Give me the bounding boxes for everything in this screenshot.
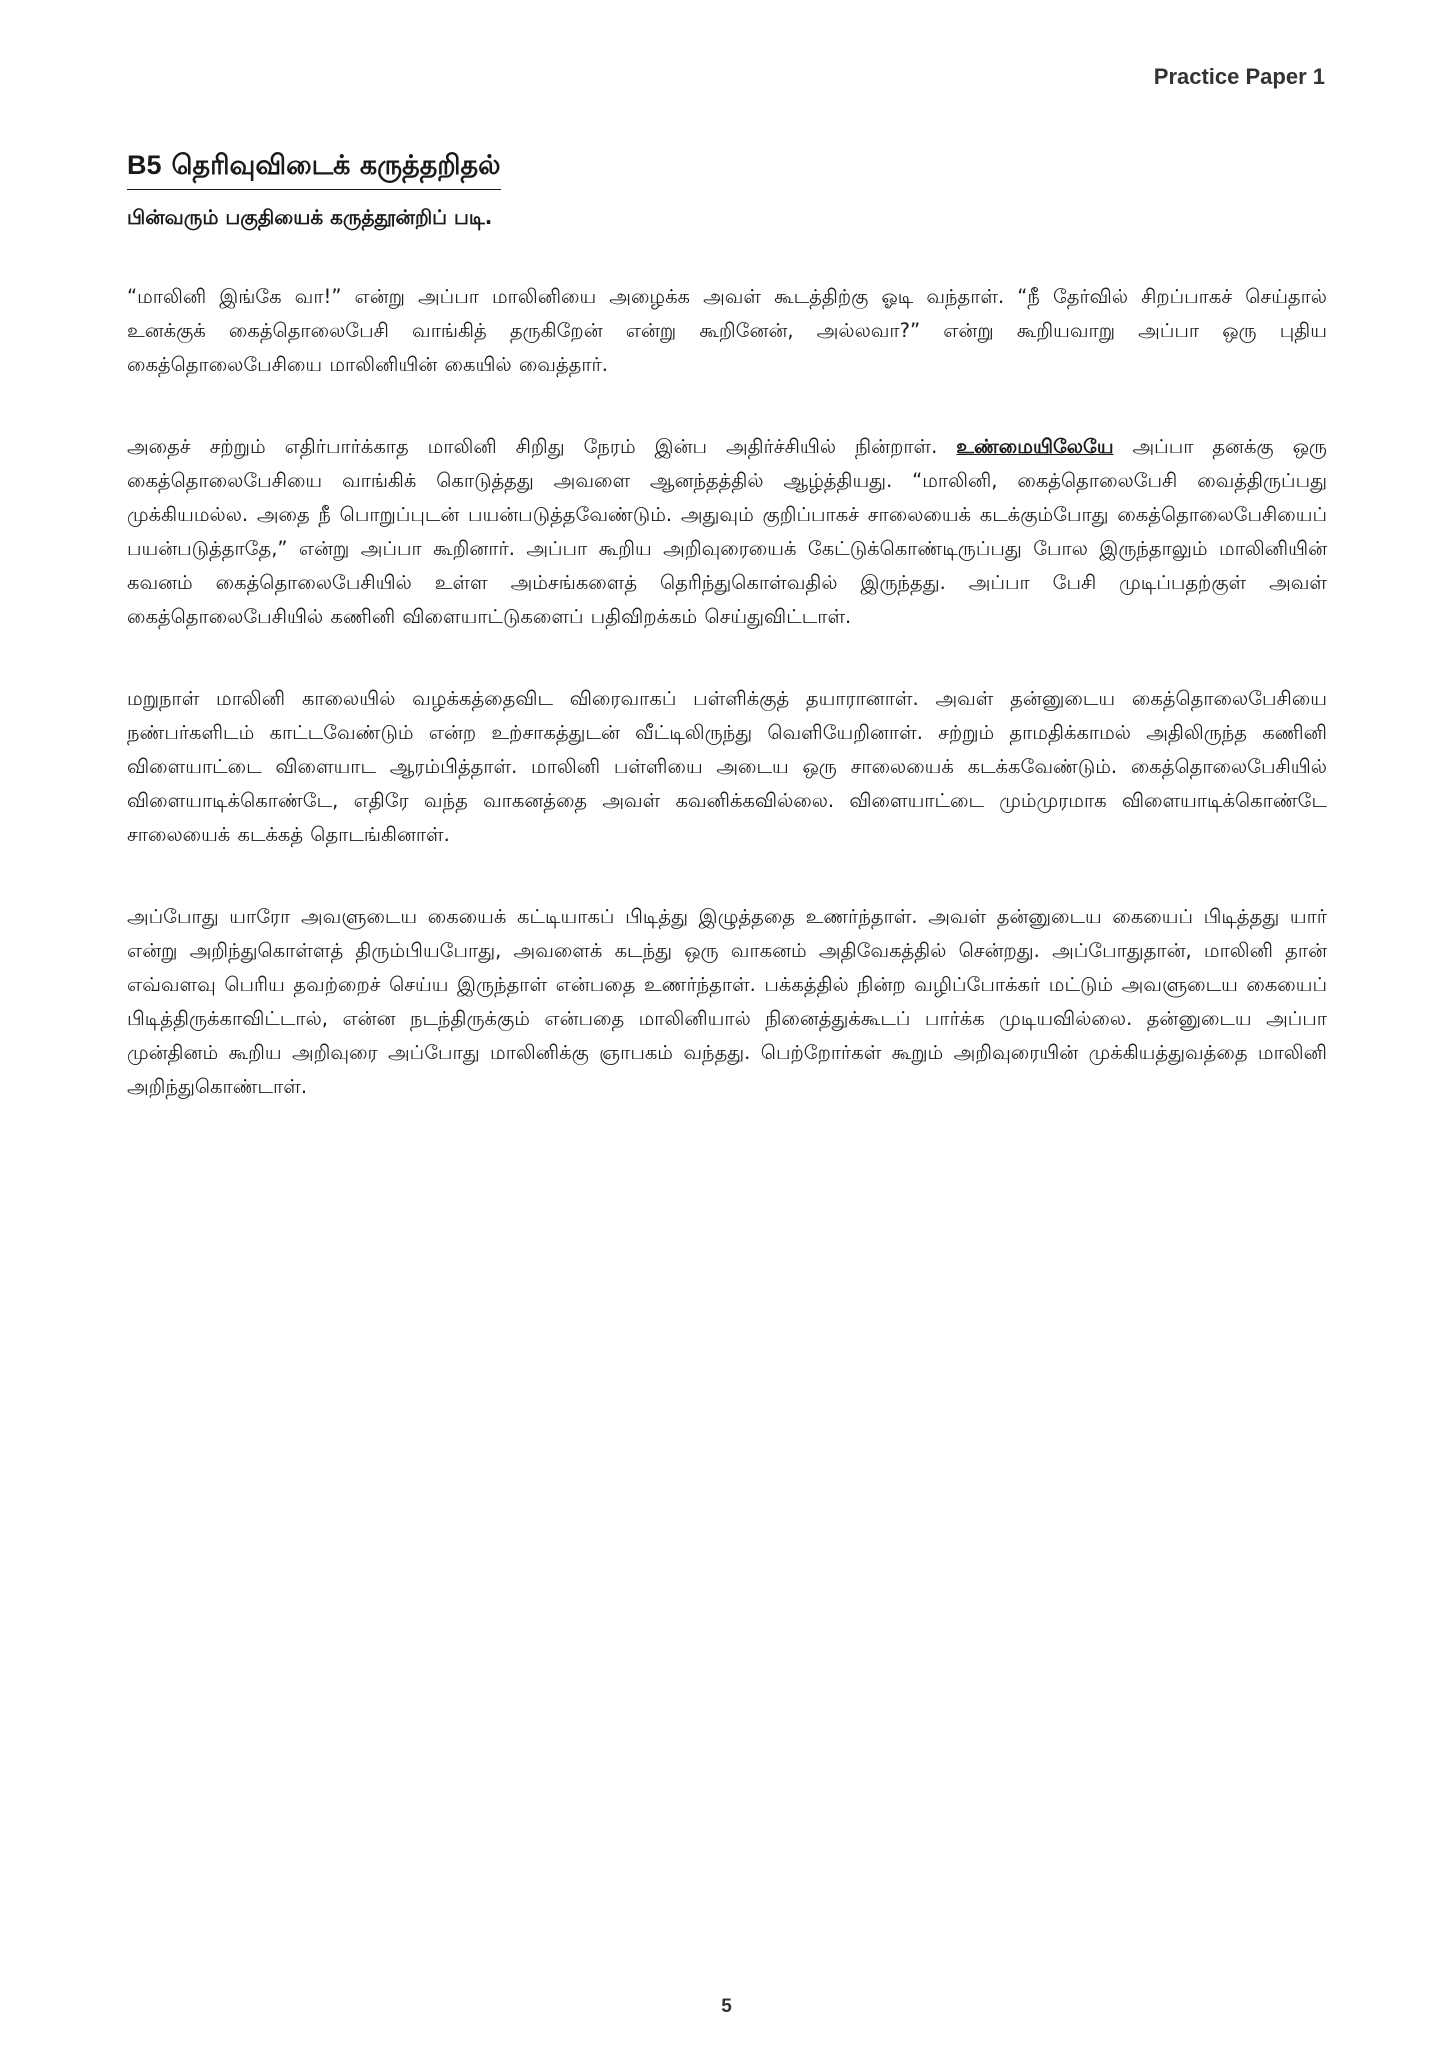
section-heading <box>127 150 501 190</box>
page-number: 5 <box>721 1996 732 2017</box>
section-code: B5 <box>127 150 162 180</box>
paper-label: Practice Paper 1 <box>1153 64 1325 89</box>
instruction-text: பின்வரும் பகுதியைக் கருத்தூன்றிப் படி. <box>127 205 493 229</box>
paragraph-4: அப்போது யாரோ அவளுடைய கையைக் கட்டியாகப் பிடித்து இழுத்ததை உணர்ந்தாள். அவள் தன்னுடைய கையைப் பிடித்தது யார் என்று அறிந்துகொள்ளத் திரும்பியபோது, அவளைக் கடந்து ஒரு வாகனம் அதிவேகத்தில் சென்றது. அப்போதுதான், மாலினி தான் எவ்வளவு பெரிய தவற்றைச் செய்ய இருந்தாள் என்பதை உணர்ந்தாள். பக்கத்தில் நின்ற வழிப்போக்கர் மட்டும் அவளுடைய கையைப் பிடித்திருக்காவிட்டால், என்ன நடந்திருக்கும் என்பதை மாலினியால் நினைத்துக்கூடப் பார்க்க முடியவில்லை. தன்னுடைய அப்பா முன்தினம் கூறிய அறிவுரை அப்போது மாலினிக்கு ஞாபகம் வந்தது. பெற்றோர்கள் கூறும் அறிவுரையின் முக்கியத்துவத்தை மாலினி அறிந்துகொண்டாள். <box>127 905 1327 1098</box>
paragraph-2-rest: அப்பா தனக்கு ஒரு கைத்தொலைபேசியை வாங்கிக் கொடுத்தது அவளை ஆனந்தத்தில் ஆழ்த்தியது. “மாலினி, கைத்தொலைபேசி வைத்திருப்பது முக்கியமல்ல. அதை நீ பொறுப்புடன் பயன்படுத்தவேண்டும். அதுவும் குறிப்பாகச் சாலையைக் கடக்கும்போது கைத்தொலைபேசியைப் பயன்படுத்தாதே,” என்று அப்பா கூறினார். அப்பா கூறிய அறிவுரையைக் கேட்டுக்கொண்டிருப்பது போல இருந்தாலும் மாலினியின் கவனம் கைத்தொலைபேசியில் உள்ள அம்சங்களைத் தெரிந்துகொள்வதில் இருந்தது. அப்பா பேசி முடிப்பதற்குள் அவள் கைத்தொலைபேசியில் கணினி விளையாட்டுகளைப் பதிவிறக்கம் செய்துவிட்டாள். <box>127 435 1328 628</box>
section-title: தெரிவுவிடைக் கருத்தறிதல் <box>171 150 501 181</box>
paragraph-1: “மாலினி இங்கே வா!” என்று அப்பா மாலினியை அழைக்க அவள் கூடத்திற்கு ஓடி வந்தாள். “நீ தேர்வில் சிறப்பாகச் செய்தால் உனக்குக் கைத்தொலைபேசி வாங்கித் தருகிறேன் என்று கூறினேன், அல்லவா?” என்று கூறியவாறு அப்பா ஒரு புதிய கைத்தொலைபேசியை மாலினியின் கையில் வைத்தார். <box>127 285 1327 376</box>
passage <box>127 280 1327 1152</box>
underlined-word: உண்மையிலேயே <box>956 435 1114 458</box>
paragraph-2-start: அதைச் சற்றும் எதிர்பார்க்காத மாலினி சிறிது நேரம் இன்ப அதிர்ச்சியில் நின்றாள். <box>127 435 957 458</box>
paragraph-3: மறுநாள் மாலினி காலையில் வழக்கத்தைவிட விரைவாகப் பள்ளிக்குத் தயாரானாள். அவள் தன்னுடைய கைத்தொலைபேசியை நண்பர்களிடம் காட்டவேண்டும் என்ற உற்சாகத்துடன் வீட்டிலிருந்து வெளியேறினாள். சற்றும் தாமதிக்காமல் அதிலிருந்த கணினி விளையாட்டை விளையாட ஆரம்பித்தாள். மாலினி பள்ளியை அடைய ஒரு சாலையைக் கடக்கவேண்டும். கைத்தொலைபேசியில் விளையாடிக்கொண்டே, எதிரே வந்த வாகனத்தை அவள் கவனிக்கவில்லை. விளையாட்டை மும்முரமாக விளையாடிக்கொண்டே சாலையைக் கடக்கத் தொடங்கினாள். <box>127 687 1327 846</box>
paragraph-2 <box>127 430 1327 634</box>
